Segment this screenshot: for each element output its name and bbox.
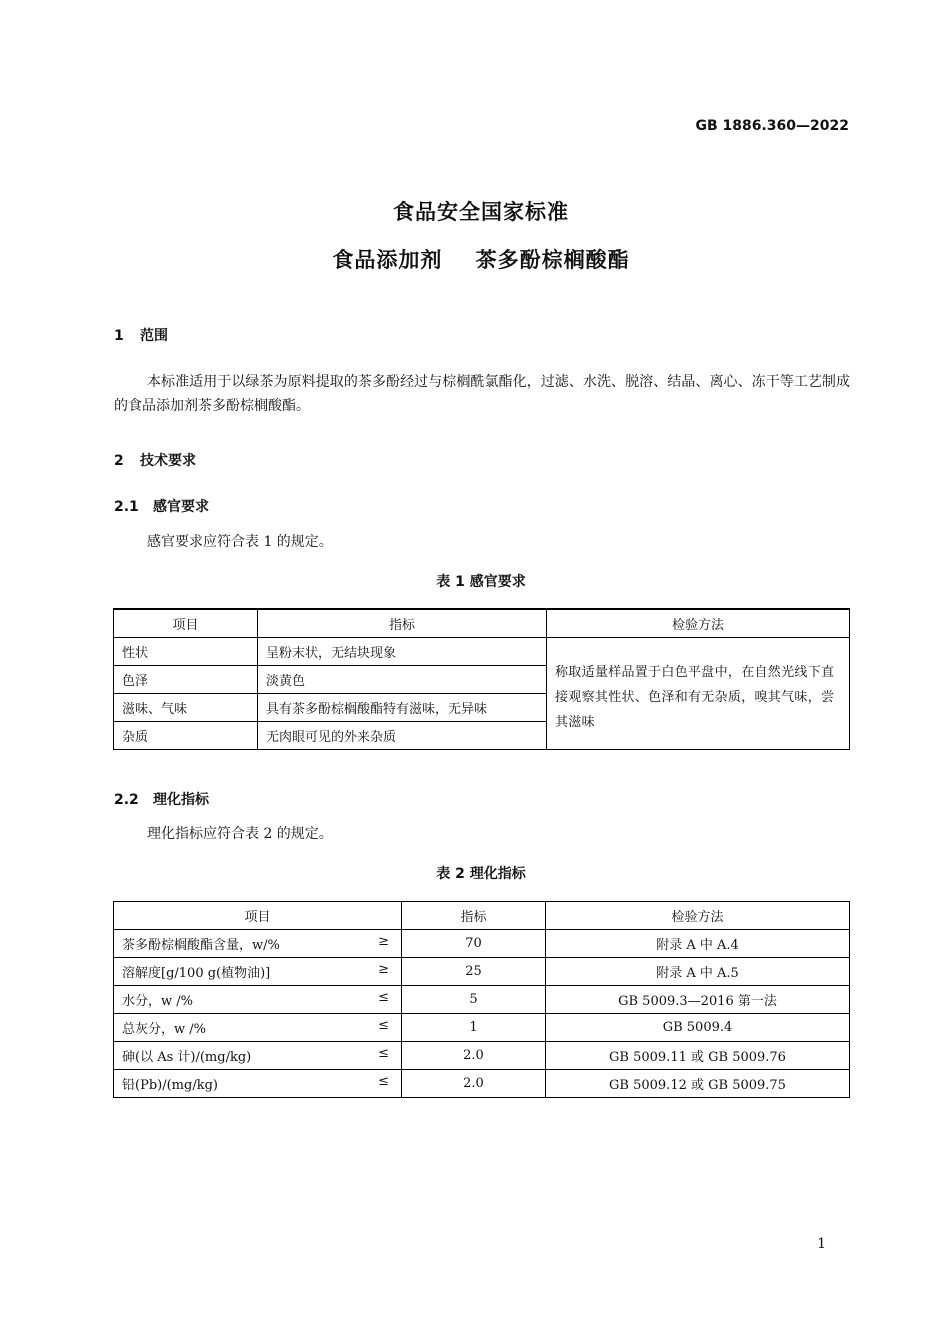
physicochemical-table bbox=[113, 901, 850, 1098]
section-1-heading bbox=[114, 325, 168, 345]
item-label: 铅(Pb)/(mg/kg) bbox=[122, 1078, 218, 1093]
spec-cell: 呈粉末状，无结块现象 bbox=[258, 637, 547, 665]
table-header-cell: 检验方法 bbox=[546, 902, 850, 930]
method-cell: 附录 A 中 A.4 bbox=[546, 930, 850, 958]
item-cell bbox=[114, 986, 402, 1014]
item-cell: 杂质 bbox=[114, 721, 258, 749]
method-cell: GB 5009.3—2016 第一法 bbox=[546, 986, 850, 1014]
section-2-1-heading bbox=[114, 496, 209, 516]
document-title: 食品安全国家标准 bbox=[393, 200, 569, 224]
section-title: 技术要求 bbox=[140, 453, 196, 469]
spec-cell: 无肉眼可见的外来杂质 bbox=[258, 721, 547, 749]
table-row bbox=[114, 1070, 850, 1098]
sensory-table bbox=[113, 608, 850, 750]
table-1-caption: 表 1 感官要求 bbox=[436, 574, 526, 590]
table-header-cell: 项目 bbox=[114, 902, 402, 930]
method-cell: GB 5009.12 或 GB 5009.75 bbox=[546, 1070, 850, 1098]
value-cell: 25 bbox=[402, 958, 546, 986]
item-cell: 色泽 bbox=[114, 665, 258, 693]
table-header-cell: 检验方法 bbox=[547, 609, 850, 637]
comparison-symbol: ≤ bbox=[378, 990, 389, 1005]
item-cell: 性状 bbox=[114, 637, 258, 665]
item-label: 砷(以 As 计)/(mg/kg) bbox=[122, 1050, 252, 1065]
item-label: 溶解度[g/100 g(植物油)] bbox=[122, 966, 271, 981]
standard-code: GB 1886.360—2022 bbox=[695, 118, 849, 134]
table-row bbox=[114, 930, 850, 958]
method-cell: GB 5009.4 bbox=[546, 1014, 850, 1042]
spec-cell: 淡黄色 bbox=[258, 665, 547, 693]
section-2-1-text: 感官要求应符合表 1 的规定。 bbox=[147, 534, 333, 550]
table-row bbox=[114, 958, 850, 986]
table-header-cell: 指标 bbox=[402, 902, 546, 930]
item-cell bbox=[114, 930, 402, 958]
section-title: 范围 bbox=[140, 328, 168, 344]
section-2-2-heading bbox=[114, 789, 209, 809]
section-number: 1 bbox=[114, 328, 124, 344]
method-cell: 附录 A 中 A.5 bbox=[546, 958, 850, 986]
table-row bbox=[114, 1042, 850, 1070]
section-2-heading bbox=[114, 450, 196, 470]
item-label: 水分，w /% bbox=[122, 994, 193, 1009]
table-2-caption: 表 2 理化指标 bbox=[436, 866, 526, 882]
spec-cell: 具有茶多酚棕榈酸酯特有滋味，无异味 bbox=[258, 693, 547, 721]
value-cell: 2.0 bbox=[402, 1042, 546, 1070]
section-2-2-text: 理化指标应符合表 2 的规定。 bbox=[147, 826, 333, 842]
table-row bbox=[114, 637, 850, 665]
item-cell: 滋味、气味 bbox=[114, 693, 258, 721]
item-cell bbox=[114, 1014, 402, 1042]
section-1-text: 本标准适用于以绿茶为原料提取的茶多酚经过与棕榈酰氯酯化，过滤、水洗、脱溶、结晶、离心、冻干等工艺制成的食品添加剂茶多酚棕榈酸酯。 bbox=[114, 374, 850, 414]
table-header-cell: 项目 bbox=[114, 609, 258, 637]
item-label: 茶多酚棕榈酸酯含量，w/% bbox=[122, 938, 280, 953]
table-row bbox=[114, 986, 850, 1014]
value-cell: 1 bbox=[402, 1014, 546, 1042]
item-cell bbox=[114, 1042, 402, 1070]
method-cell: 称取适量样品置于白色平盘中，在自然光线下直接观察其性状、色泽和有无杂质，嗅其气味，尝其滋味 bbox=[547, 637, 850, 749]
method-cell: GB 5009.11 或 GB 5009.76 bbox=[546, 1042, 850, 1070]
section-number: 2 bbox=[114, 453, 124, 469]
item-cell bbox=[114, 1070, 402, 1098]
comparison-symbol: ≤ bbox=[378, 1046, 389, 1061]
section-title: 理化指标 bbox=[153, 792, 209, 808]
value-cell: 5 bbox=[402, 986, 546, 1014]
item-cell bbox=[114, 958, 402, 986]
section-number: 2.1 bbox=[114, 499, 139, 515]
comparison-symbol: ≤ bbox=[378, 1074, 389, 1089]
item-label: 总灰分，w /% bbox=[122, 1022, 206, 1037]
value-cell: 70 bbox=[402, 930, 546, 958]
comparison-symbol: ≥ bbox=[378, 962, 389, 977]
section-number: 2.2 bbox=[114, 792, 139, 808]
document-subtitle: 食品添加剂 茶多酚棕榈酸酯 bbox=[332, 248, 630, 272]
page-number: 1 bbox=[817, 1236, 826, 1252]
comparison-symbol: ≥ bbox=[378, 934, 389, 949]
value-cell: 2.0 bbox=[402, 1070, 546, 1098]
comparison-symbol: ≤ bbox=[378, 1018, 389, 1033]
table-row bbox=[114, 1014, 850, 1042]
table-header-cell: 指标 bbox=[258, 609, 547, 637]
table-header-row bbox=[114, 609, 850, 637]
section-title: 感官要求 bbox=[153, 499, 209, 515]
table-header-row bbox=[114, 902, 850, 930]
